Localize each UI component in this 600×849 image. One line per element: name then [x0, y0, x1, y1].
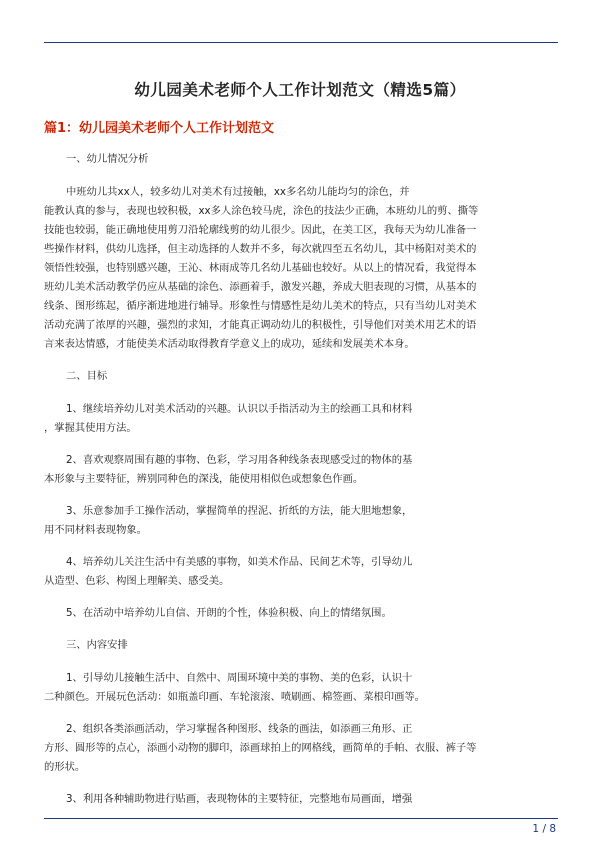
paragraph [44, 502, 556, 540]
text-line: 从造型、色彩、构图上理解美、感受美。 [44, 575, 230, 587]
text-line: 些操作材料，供幼儿选择，但主动选择的人数并不多，每次就四至五名幼儿，其中杨阳对美术的 [44, 243, 477, 255]
text-line: 能教认真的参与，表现也较积极，xx多人涂色较马虎，涂色的技法少正确，本班幼儿的剪、撕等 [44, 205, 479, 217]
text-line: 本形象与主要特征，辨别同种色的深浅，能使用相似色或想象色作画。 [44, 473, 364, 485]
text-line: 4、培养幼儿关注生活中有美感的事物，如美术作品、民间艺术等，引导幼儿 [66, 556, 413, 568]
text-line: 言来表达情感，才能使美术活动取得教育学意义上的成功，延续和发展美术本身。 [44, 338, 415, 350]
text-line: 3、乐意参加手工操作活动，掌握简单的捏泥、折纸的方法，能大胆地想象， [66, 505, 413, 517]
text-line: 的形状。 [44, 761, 86, 773]
text-line: 二种颜色。开展玩色活动：如瓶盖印画、车轮滚滚、喷刷画、棉签画、菜根印画等。 [44, 691, 425, 703]
footer-rule [44, 818, 558, 819]
text-line: 用不同材料表现物象。 [44, 524, 147, 536]
page-indicator: 1 / 8 [532, 823, 556, 835]
paragraph [44, 183, 556, 354]
paragraph [44, 604, 556, 623]
text-line: 领悟性较强，也特别感兴趣，王沁、林雨成等几名幼儿基础也较好。从以上的情况看，我觉得本 [44, 262, 477, 274]
text-line: 1、继续培养幼儿对美术活动的兴趣。认识以手指活动为主的绘画工具和材料 [66, 403, 413, 415]
text-line: 技能也较弱，能正确地使用剪刀沿轮廓线剪的幼儿很少。因此，在美工区，我每天为幼儿准备一 [44, 224, 477, 236]
section-heading [44, 367, 556, 386]
text-line: ，掌握其使用方法。 [44, 422, 137, 434]
text-line: 三、内容安排 [66, 639, 128, 651]
section-title: 篇1：幼儿园美术老师个人工作计划范文 [44, 121, 275, 136]
header-rule [44, 42, 558, 43]
text-line: 2、喜欢观察周围有趣的事物、色彩，学习用各种线条表现感受过的物体的基 [66, 454, 413, 466]
text-line: 中班幼儿共xx人，较多幼儿对美术有过接触，xx多名幼儿能均匀的涂色，并 [66, 186, 410, 198]
text-line: 1、引导幼儿接触生活中、自然中、周围环境中美的事物、美的色彩，认识十 [66, 672, 413, 684]
text-line: 二、目标 [66, 370, 108, 382]
document-title: 幼儿园美术老师个人工作计划范文（精选5篇） [134, 81, 466, 99]
text-line: 班幼儿美术活动教学仍应从基础的涂色、添画着手，激发兴趣，养成大胆表现的习惯，从基本的 [44, 281, 477, 293]
paragraph [44, 451, 556, 489]
text-line: 3、利用各种辅助物进行贴画，表现物体的主要特征，完整地布局画面，增强 [66, 793, 413, 805]
text-line: 一、幼儿情况分析 [66, 153, 149, 165]
section-heading [44, 150, 556, 169]
text-line: 方形、圆形等的点心，添画小动物的脚印，添画球拍上的网格线，画简单的手帕、衣服、裤子等 [44, 742, 477, 754]
section-heading [44, 636, 556, 655]
text-line: 5、在活动中培养幼儿自信、开朗的个性，体验积极、向上的情绪氛围。 [66, 607, 392, 619]
paragraph [44, 669, 556, 707]
text-line: 线条、图形练起，循序渐进地进行辅导。形象性与情感性是幼儿美术的特点，只有当幼儿对美术 [44, 300, 477, 312]
text-line: 活动充满了浓厚的兴趣，强烈的求知，才能真正调动幼儿的积极性，引导他们对美术用艺术的语 [44, 319, 477, 331]
paragraph [44, 790, 556, 809]
paragraph [44, 553, 556, 591]
paragraph [44, 400, 556, 438]
paragraph [44, 720, 556, 777]
document-body [44, 150, 556, 822]
text-line: 2、组织各类添画活动，学习掌握各种图形、线条的画法，如添画三角形、正 [66, 723, 413, 735]
